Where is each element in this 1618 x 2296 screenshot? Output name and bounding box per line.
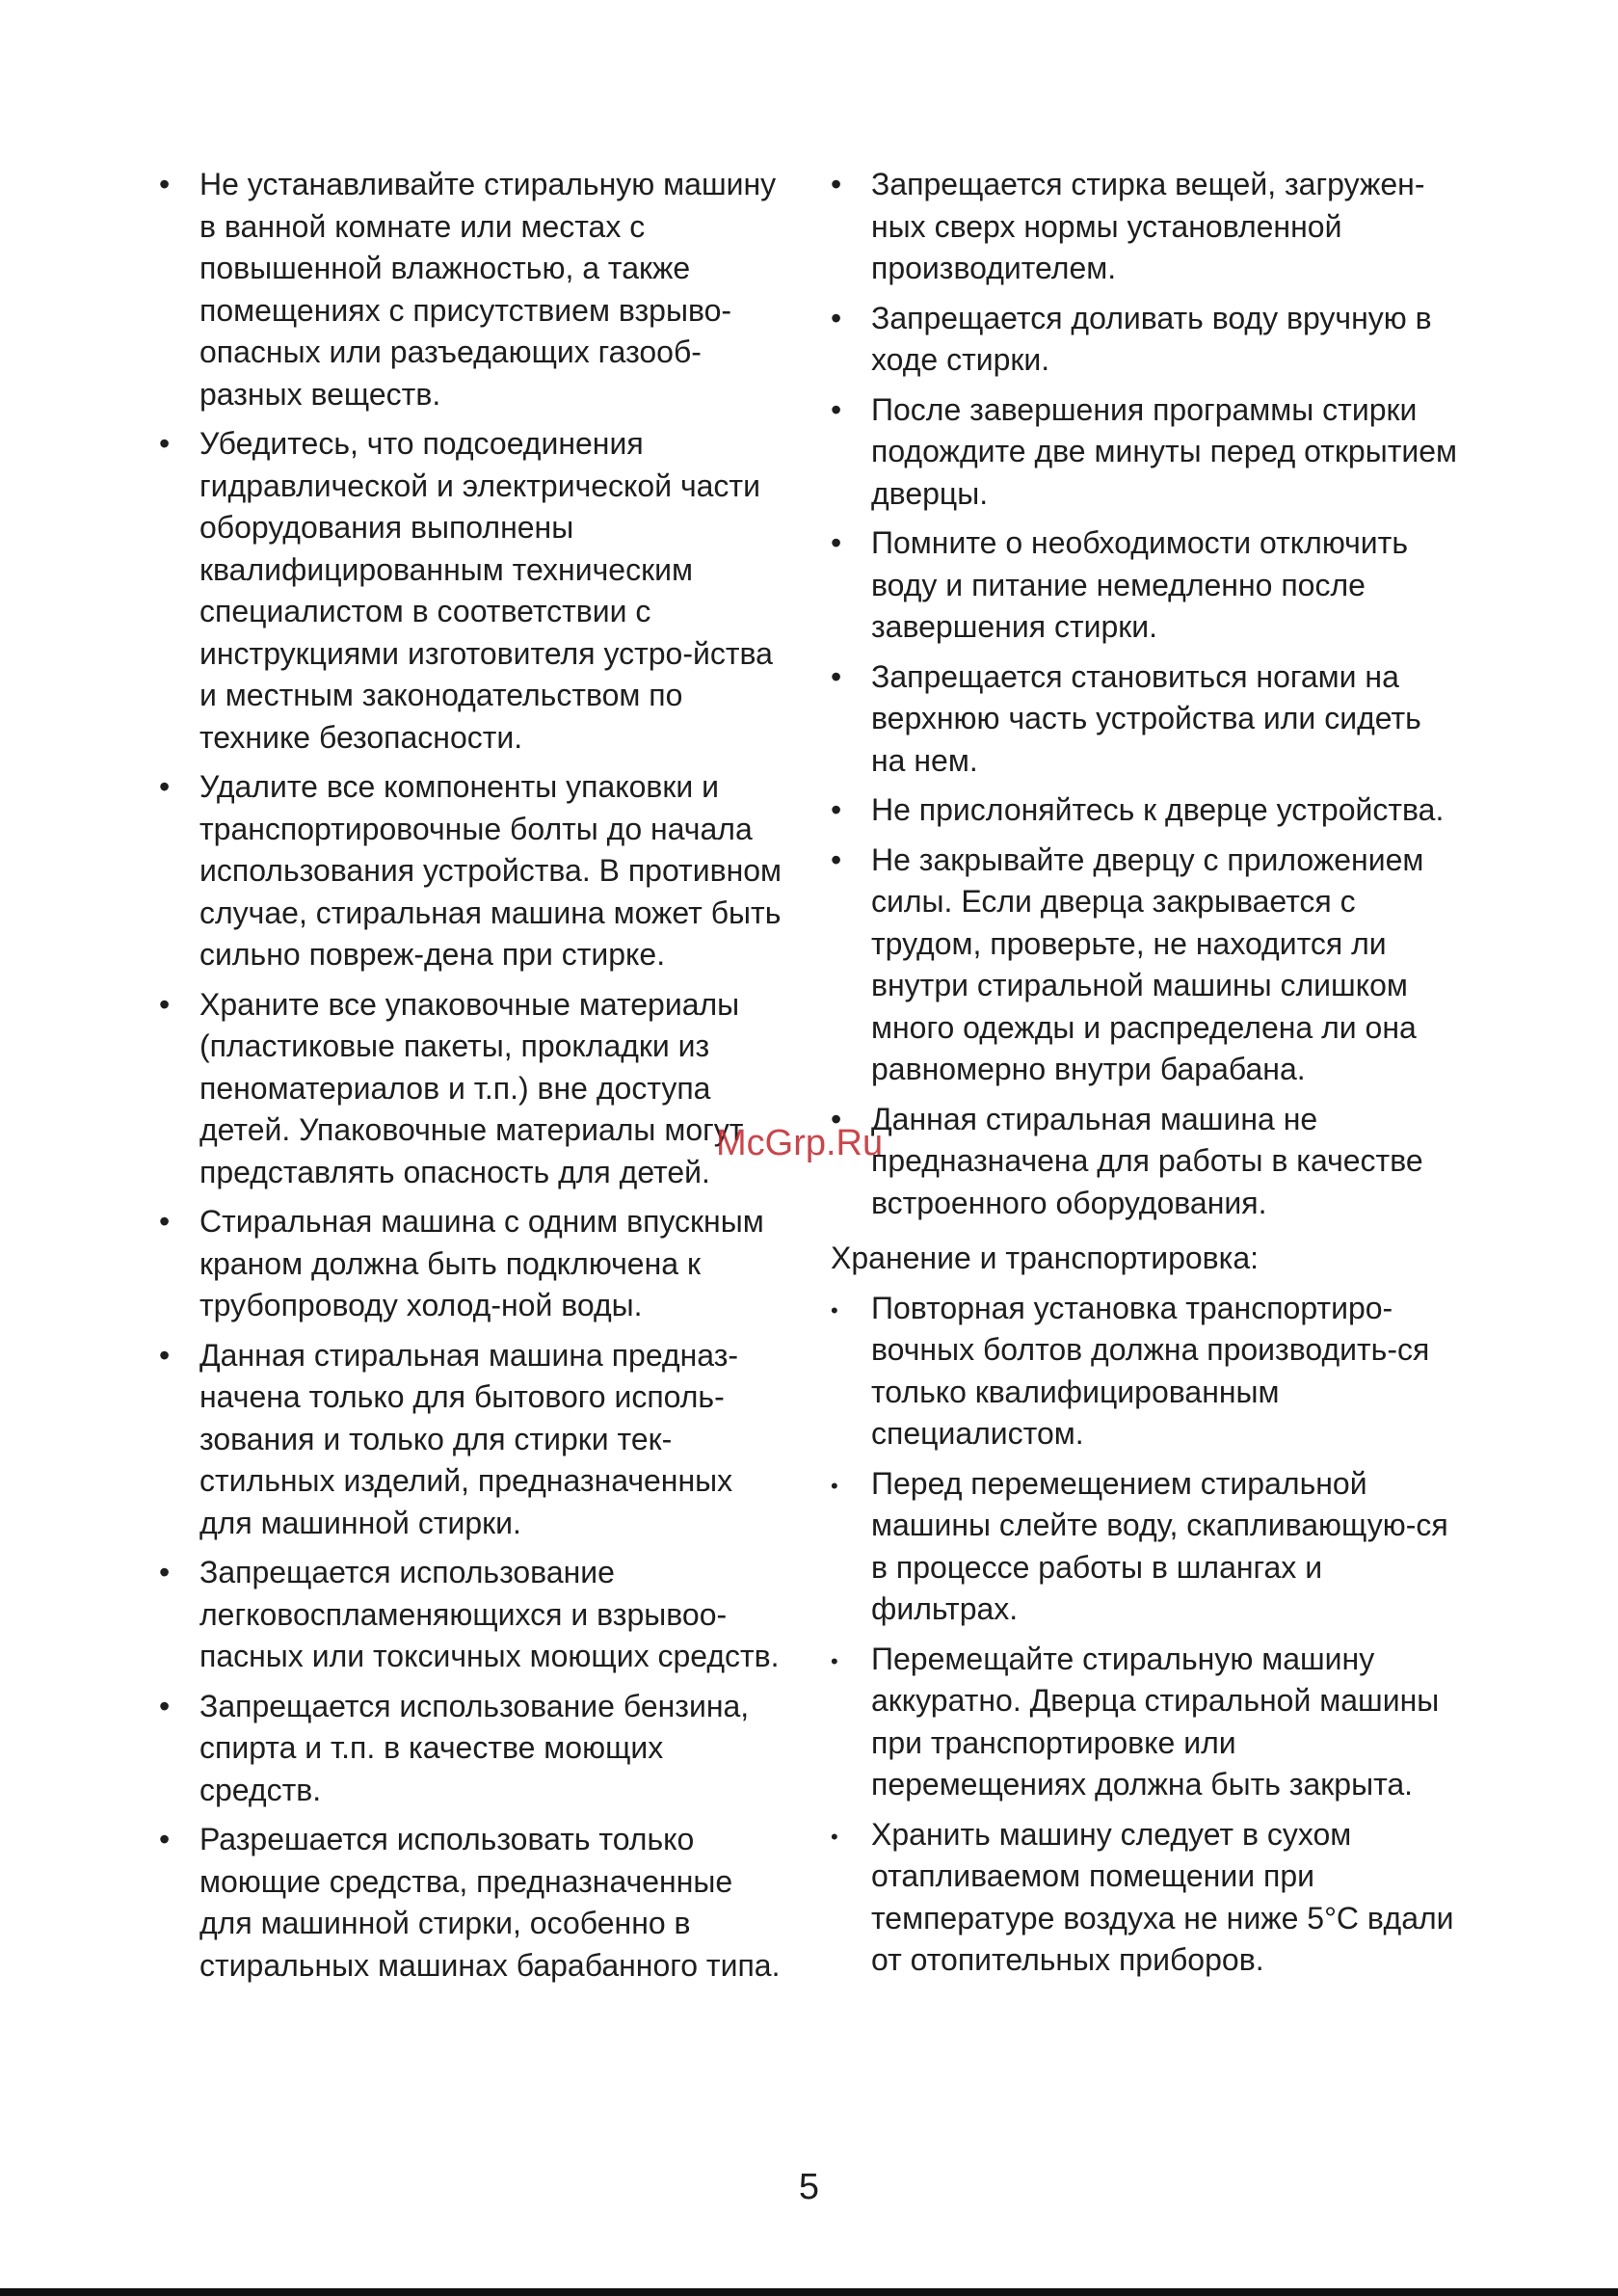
watermark: McGrp.Ru [716,1123,884,1163]
list-item: • Разрешается использовать только моющие средства, предназначенные для машинной стирки, особенно в стиральных машинах барабанного типа. [159,1819,785,1987]
storage-heading: Хранение и транспортировка: [831,1241,1260,1275]
list-item: • Перемещайте стиральную машину аккуратно. Дверца стиральной машины при транспортировке или перемещениях должна быть закрыта. [831,1639,1457,1806]
left-column [159,164,785,1994]
list-item: • Удалите все компоненты упаковки и транспортировочные болты до начала использования устройства. В противном случае, стиральная машина может быть сильно повреж-дена при стирке. [159,766,785,976]
list-item: • Запрещается становиться ногами на верхнюю часть устройства или сидеть на нем. [831,656,1457,783]
list-item: • Убедитесь, что подсоединения гидравлической и электрической части оборудования выполнены квалифицированным техническим специалистом в соответствии с инструкциями изготовителя устро-йства и местным законодательством по технике безопасности. [159,423,785,759]
list-item: • Запрещается использование легковоспламеняющихся и взрывоо-пасных или токсичных моющих средств. [159,1552,785,1678]
list-item: • Данная стиральная машина предназ-начена только для бытового исполь-зования и только для стирки тек-стильных изделий, предназначенных для машинной стирки. [159,1335,785,1545]
list-item: • Помните о необходимости отключить воду и питание немедленно после завершения стирки. [831,522,1457,649]
list-item: • После завершения программы стирки подождите две минуты перед открытием дверцы. [831,389,1457,516]
list-item: • Запрещается стирка вещей, загружен-ных сверх нормы установленной производителем. [831,164,1457,290]
list-item: • Хранить машину следует в сухом отапливаемом помещении при температуре воздуха не ниже 5°C вдали от отопительных приборов. [831,1814,1457,1982]
right-column [831,164,1457,1989]
list-item: • Не прислоняйтесь к дверце устройства. [831,789,1457,832]
list-item: • Не закрывайте дверцу с приложением силы. Если дверца закрывается с трудом, проверьте, не находится ли внутри стиральной машины слишком много одежды и распределена ли она равномерно внутри барабана. [831,840,1457,1091]
safety-list-right [831,164,1457,1224]
storage-list [831,1288,1457,1982]
page-number: 5 [798,2167,820,2207]
list-item: • Перед перемещением стиральной машины слейте воду, скапливающую-ся в процессе работы в шлангах и фильтрах. [831,1463,1457,1631]
bottom-border [0,2288,1618,2296]
list-item: • Данная стиральная машина не предназначена для работы в качестве встроенного оборудования. [831,1099,1457,1225]
safety-list-left [159,164,785,1987]
list-item: • Храните все упаковочные материалы (пластиковые пакеты, прокладки из пеноматериалов и т.п.) вне доступа детей. Упаковочные материалы могут представлять опасность для детей. [159,984,785,1194]
list-item: • Повторная установка транспортиро-вочных болтов должна производить-ся только квалифицированным специалистом. [831,1288,1457,1455]
list-item: • Стиральная машина с одним впускным краном должна быть подключена к трубопроводу холод-ной воды. [159,1201,785,1327]
list-item: • Запрещается доливать воду вручную в ходе стирки. [831,298,1457,382]
list-item: • Запрещается использование бензина, спирта и т.п. в качестве моющих средств. [159,1686,785,1812]
list-item: • Не устанавливайте стиральную машину в ванной комнате или местах с повышенной влажностью, а также помещениях с присутствием взрыво-опасных или разъедающих газооб-разных веществ. [159,164,785,415]
